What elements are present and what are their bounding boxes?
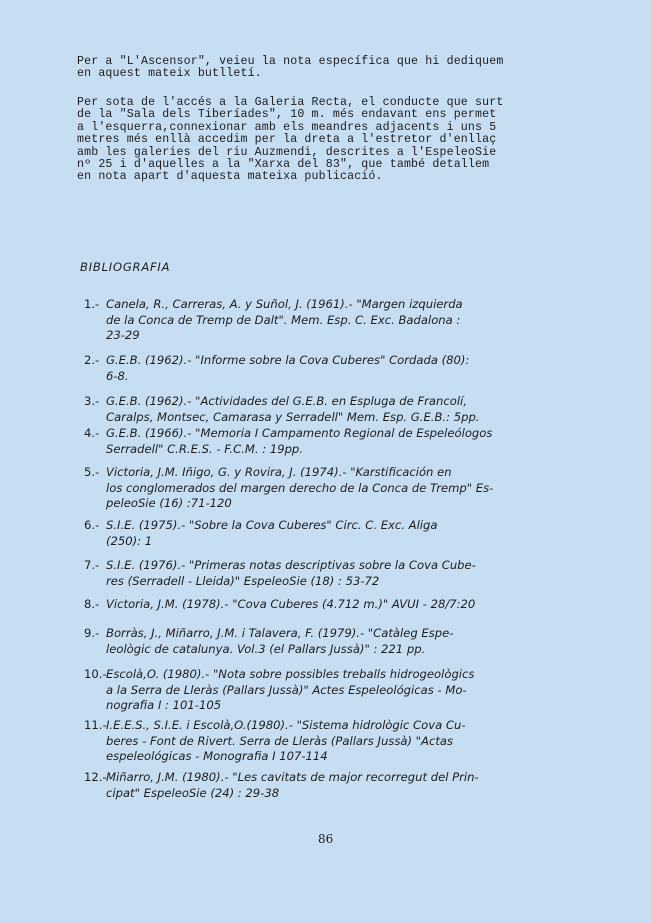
entry-number: 11.- bbox=[84, 718, 107, 732]
entry-line: S.I.E. (1976).- "Primeras notas descriptivas sobre la Cova Cube- bbox=[106, 558, 476, 572]
entry-line: Miñarro, J.M. (1980).- "Les cavitats de major recorregut del Prin- bbox=[106, 770, 479, 784]
entry-number: 9.- bbox=[84, 626, 100, 640]
entry-number: 2.- bbox=[84, 353, 100, 367]
text-line: en aquest mateix butlletí. bbox=[77, 67, 262, 81]
bibliography-entry bbox=[84, 667, 589, 714]
entry-line: res (Serradell - Lleida)" EspeleoSie (18) : 53-72 bbox=[106, 573, 380, 588]
entry-number: 4.- bbox=[84, 426, 100, 440]
entry-number: 3.- bbox=[84, 394, 100, 408]
entry-line: de la Conca de Tremp de Dalt". Mem. Esp. C. Exc. Badalona : bbox=[106, 312, 461, 327]
entry-line: cipat" EspeleoSie (24) : 29-38 bbox=[106, 785, 280, 800]
bibliography-entry bbox=[84, 558, 589, 589]
bibliography-entry bbox=[84, 718, 589, 765]
text-line: Per a "L'Ascensor", veieu la nota específica que hi dediquem bbox=[77, 55, 504, 68]
entry-line: G.E.B. (1962).- "Informe sobre la Cova Cuberes" Cordada (80): bbox=[106, 353, 470, 367]
bibliography-entry bbox=[84, 626, 589, 657]
entry-line: I.E.E.S., S.I.E. i Escolà,O.(1980).- "Sistema hidrològic Cova Cu- bbox=[106, 718, 466, 732]
entry-number: 7.- bbox=[84, 558, 100, 572]
entry-number: 10.- bbox=[84, 667, 107, 681]
entry-line: Caralps, Montsec, Camarasa y Serradell" Mem. Esp. G.E.B.: 5pp. bbox=[106, 409, 480, 424]
bibliography-entry bbox=[84, 394, 589, 425]
bibliography-entry bbox=[84, 426, 589, 457]
entry-line: leològic de catalunya. Vol.3 (el Pallars Jussà)" : 221 pp. bbox=[106, 641, 426, 656]
entry-line: peleoSie (16) :71-120 bbox=[106, 496, 232, 510]
bibliography-entry bbox=[84, 297, 589, 344]
bibliography-entry bbox=[84, 353, 589, 384]
entry-line: (250): 1 bbox=[106, 533, 153, 548]
intro-paragraph-2 bbox=[77, 97, 577, 184]
entry-number: 12.- bbox=[84, 770, 107, 784]
entry-number: 1.- bbox=[84, 297, 100, 311]
text-line: Per sota de l'accés a la Galeria Recta, el conducte que surt bbox=[77, 96, 504, 109]
entry-number: 8.- bbox=[84, 597, 100, 611]
entry-number: 6.- bbox=[84, 518, 100, 532]
entry-line: S.I.E. (1975).- "Sobre la Cova Cuberes" Circ. C. Exc. Aliga bbox=[106, 518, 438, 532]
text-line: nº 25 i d'aquelles a la "Xarxa del 83", que també detallem bbox=[77, 158, 490, 172]
entry-line: Canela, R., Carreras, A. y Suñol, J. (1961).- "Margen izquierda bbox=[106, 297, 463, 311]
entry-line: Victoria, J.M. (1978).- "Cova Cuberes (4.712 m.)" AVUI - 28/7:20 bbox=[106, 597, 476, 611]
bibliography-entry bbox=[84, 518, 589, 549]
entry-line: G.E.B. (1966).- "Memoria I Campamento Regional de Espeleólogos bbox=[106, 426, 493, 440]
entry-line: G.E.B. (1962).- "Actividades del G.E.B. en Espluga de Francolí, bbox=[106, 394, 467, 408]
entry-number: 5.- bbox=[84, 465, 100, 479]
text-line: amb les galeries del riu Auzmendi, descrites a l'EspeleoSie bbox=[77, 145, 497, 159]
entry-line: los conglomerados del margen derecho de la Conca de Tremp" Es- bbox=[106, 480, 494, 495]
text-line: metres més enllà accedim per la dreta a l'estretor d'enllaç bbox=[77, 133, 497, 147]
text-line: de la "Sala dels Tiberíades", 10 m. més endavant ens permet bbox=[77, 108, 497, 122]
text-line: en nota apart d'aquesta mateixa publicació. bbox=[77, 170, 383, 184]
entry-line: a la Serra de Lleràs (Pallars Jussà)" Actes Espeleológicas - Mo- bbox=[106, 682, 467, 697]
text-line: a l'esquerra,connexionar amb els meandres adjacents i uns 5 bbox=[77, 120, 497, 134]
bibliography-entry bbox=[84, 597, 589, 613]
entry-line: Borràs, J., Miñarro, J.M. i Talavera, F. (1979).- "Catàleg Espe- bbox=[106, 626, 454, 640]
entry-line: nografia I : 101-105 bbox=[106, 698, 222, 712]
intro-paragraph-1 bbox=[77, 56, 577, 81]
entry-line: Serradell" C.R.E.S. - F.C.M. : 19pp. bbox=[106, 441, 303, 456]
bibliography-heading: BIBLIOGRAFIA bbox=[80, 260, 171, 274]
entry-line: 6-8. bbox=[106, 368, 129, 383]
entry-line: espeleológicas - Monografia I 107-114 bbox=[106, 749, 328, 763]
entry-line: Victoria, J.M. Iñigo, G. y Rovira, J. (1974).- "Karstificación en bbox=[106, 465, 452, 479]
entry-line: 23-29 bbox=[106, 328, 140, 342]
entry-line: beres - Font de Rivert. Serra de Lleràs (Pallars Jussà) "Actas bbox=[106, 733, 454, 748]
bibliography-entry bbox=[84, 770, 589, 801]
page-number: 86 bbox=[318, 832, 334, 846]
entry-line: Escolà,O. (1980).- "Nota sobre possibles treballs hidrogeològics bbox=[106, 667, 475, 681]
bibliography-entry bbox=[84, 465, 589, 512]
